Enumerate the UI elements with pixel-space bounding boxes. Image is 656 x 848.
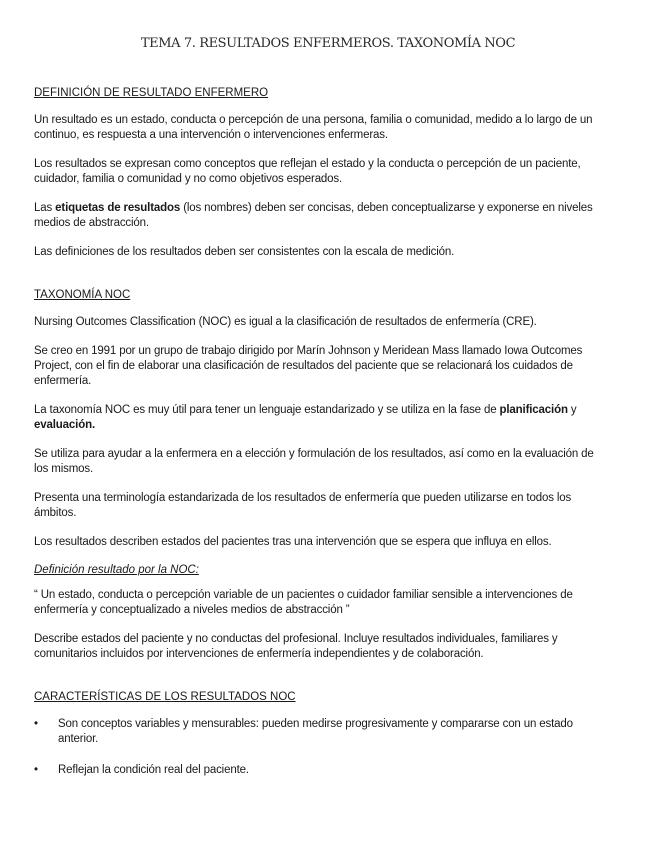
paragraph — [34, 201, 608, 231]
bold-term: evaluación. — [34, 419, 95, 431]
list-item-text: Son conceptos variables y mensurables: pueden medirse progresivamente y compararse con un estado anterior. — [58, 718, 573, 745]
paragraph: Se creo en 1991 por un grupo de trabajo dirigido por Marín Johnson y Meridean Mass llamado Iowa Outcomes Project, con el fin de elaborar una clasificación de resultados del paciente que se relacionará los cuidados de enfermería. — [34, 345, 583, 387]
paragraph: Los resultados se expresan como conceptos que reflejan el estado y la conducta o percepción de un paciente, cuidador, familia o comunidad y no como objetivos esperados. — [34, 158, 581, 185]
paragraph: Un resultado es un estado, conducta o percepción de una persona, familia o comunidad, medido a lo largo de un continuo, es respuesta a una intervención o intervenciones enfermeras. — [34, 114, 593, 141]
paragraph — [34, 403, 608, 433]
subheading-definicion-noc: Definición resultado por la NOC: — [34, 564, 199, 576]
section-heading-definicion: DEFINICIÓN DE RESULTADO ENFERMERO — [34, 87, 269, 99]
text-run: Las — [34, 202, 56, 214]
section-heading-taxonomia: TAXONOMÍA NOC — [34, 289, 131, 301]
text-run: (los nombres) deben ser concisas, deben conceptualizarse y exponerse en niveles medios de abstracción. — [34, 202, 593, 229]
section-heading-caracteristicas: CARACTERÍSTICAS DE LOS RESULTADOS NOC — [34, 691, 296, 703]
characteristics-list — [34, 717, 608, 778]
text-run: La taxonomía NOC es muy útil para tener un lenguaje estandarizado y se utiliza en la fase de — [34, 404, 500, 416]
section-spacer — [34, 274, 608, 289]
bullet-icon: • — [34, 764, 38, 776]
bullet-icon: • — [34, 718, 38, 730]
list-item — [34, 763, 608, 778]
paragraph: Las definiciones de los resultados deben ser consistentes con la escala de medición. — [34, 246, 455, 258]
bold-term: planificación — [499, 404, 568, 416]
bold-term: etiquetas de resultados — [55, 202, 181, 214]
paragraph: Describe estados del paciente y no conductas del profesional. Incluye resultados individuales, familiares y comunitarios incluidos por intervenciones de enfermería independientes y de colaboración. — [34, 633, 558, 660]
list-item — [34, 717, 608, 747]
text-run: y — [567, 404, 577, 416]
list-item-text: Reflejan la condición real del paciente. — [58, 764, 249, 776]
document-title: TEMA 7. RESULTADOS ENFERMEROS. TAXONOMÍA NOC — [140, 36, 516, 51]
section-spacer — [34, 676, 608, 691]
paragraph: Nursing Outcomes Classification (NOC) es igual a la clasificación de resultados de enfermería (CRE). — [34, 316, 537, 328]
paragraph: Se utiliza para ayudar a la enfermera en a elección y formulación de los resultados, así como en la evaluación de los mismos. — [34, 448, 594, 475]
paragraph: Presenta una terminología estandarizada de los resultados de enfermería que pueden utilizarse en todos los ámbitos. — [34, 492, 572, 519]
quote-paragraph: “ Un estado, conducta o percepción variable de un pacientes o cuidador familiar sensible a intervenciones de enfermería y conceptualizado a niveles medios de abstracción ” — [34, 589, 573, 616]
paragraph: Los resultados describen estados del pacientes tras una intervención que se espera que influya en ellos. — [34, 536, 552, 548]
